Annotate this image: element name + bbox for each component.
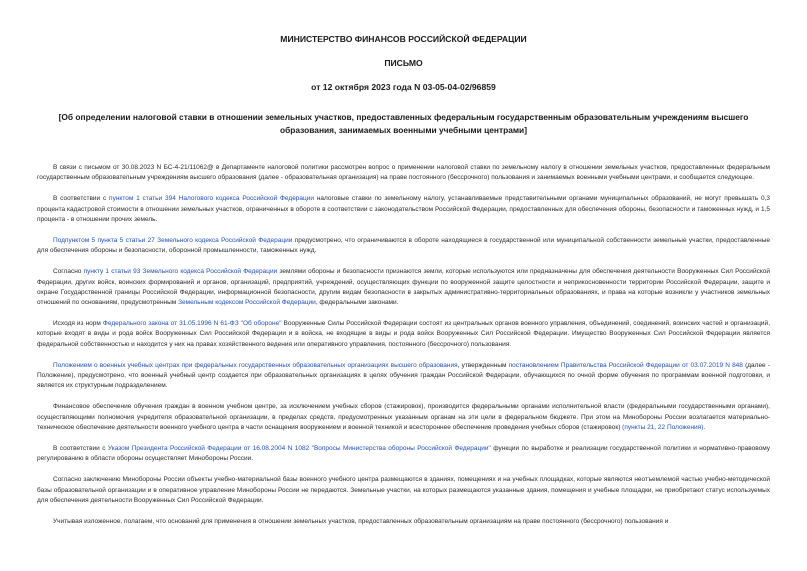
paragraph-6 xyxy=(37,361,770,392)
paragraph-text: Исходя из норм xyxy=(53,320,103,328)
paragraph-text: (далее - Положение), предусмотрено, что военный учебный центр создается при образовательных организациях в целях обучения граждан Российской Федерации, обучающихся по очной форме обучения по программам военной подготовки, и является их структурным подразделением. xyxy=(37,361,770,390)
link-defense-law[interactable]: Федерального закона от 31.05.1996 N 61-ФЗ "Об обороне" xyxy=(102,320,282,328)
link-military-centers-regulation[interactable]: Положением о военных учебных центрах при федеральных государственных образовательных организациях высшего образования xyxy=(53,361,458,369)
paragraph-10 xyxy=(37,517,770,527)
paragraph-5 xyxy=(37,319,770,350)
paragraph-text: функции по выработке и реализации государственной политики и нормативно-правовому регулированию в области обороны осуществляет Минобороны России. xyxy=(37,445,770,463)
ministry-heading: МИНИСТЕРСТВО ФИНАНСОВ РОССИЙСКОЙ ФЕДЕРАЦИИ xyxy=(280,34,527,44)
paragraph-text: В соответствии с xyxy=(53,445,108,453)
paragraph-1 xyxy=(37,163,770,183)
document-subject: [Об определении налоговой ставки в отношении земельных участков, предоставленных федеральным государственным образовательным учреждениям высшего образования, занимаемых военными учебными центрами] xyxy=(58,112,749,135)
paragraph-text: землями обороны и безопасности признаются земли, которые используются или предназначены для обеспечения деятельности Вооруженных Сил Российской Федерации, других войск, воинских формирований и органов, организаций, предприятий, учреждений, осуществляющих функции по вооруженной защите целостности и неприкосновенности территории Российской Федерации, защите и охране Государственной границы Российской Федерации, информационной безопасности, другим видам безопасности в закрытых административно-территориальных образованиях, и права на которые возникли у участников земельных отношений по основаниям, предусмотренным xyxy=(37,268,770,307)
paragraph-9 xyxy=(37,475,770,506)
paragraph-text: Согласно xyxy=(53,268,84,276)
paragraph-3 xyxy=(37,236,770,256)
link-tax-code-art-394[interactable]: пунктом 1 статьи 394 Налогового кодекса Российской Федерации xyxy=(109,195,315,203)
link-government-resolution-848[interactable]: постановлением Правительства Российской Федерации от 03.07.2019 N 848 xyxy=(508,361,743,369)
paragraph-text: . xyxy=(703,423,706,431)
paragraph-text: , федеральными законами. xyxy=(315,299,399,307)
paragraph-text: В связи с письмом от 30.08.2023 N БС-4-21/11062@ в Департаменте налоговой политики рассмотрен вопрос о применении налоговой ставки по земельному налогу в отношении земельных участков, предоставленных федеральным государственным образовательным учреждениям высшего образования (далее - образовательная организация) на праве постоянного (бессрочного) пользования и занимаемых военными учебными центрами, и сообщается следующее. xyxy=(37,164,770,182)
paragraph-text: Согласно заключению Минобороны России объекты учебно-материальной базы военного учебного центра размещаются в зданиях, помещениях и на учебных площадках, которые являются неотъемлемой частью учебно-методической базы образовательной организации и в оперативное управление Минобороны России не передаются. Земельные участки, на которых размещаются указанные здания, помещения и учебные площадки, не приобретают статус используемых для обеспечения деятельности Вооруженных Сил Российской Федерации. xyxy=(37,476,770,504)
paragraph-text: В соответствии с xyxy=(53,195,110,203)
link-land-code[interactable]: Земельным кодексом Российской Федерации xyxy=(178,299,316,307)
paragraph-2 xyxy=(37,194,770,225)
document-type: ПИСЬМО xyxy=(384,58,423,68)
paragraph-text: Вооруженные Силы Российской Федерации состоят из центральных органов военного управления, объединений, соединений, воинских частей и организаций, которые входят в виды и рода войск Вооруженных Сил Российской Федерации и в войска, не входящие в виды и рода войск Вооруженных Сил Российской Федерации. Имущество Вооруженных Сил Российской Федерации является федеральной собственностью и находится у них на правах хозяйственного ведения или оперативного управления, постоянного (бессрочного) пользования. xyxy=(37,320,770,348)
paragraph-text: Финансовое обеспечение обучения граждан в военном учебном центре, за исключением учебных сборов (стажировок), производится федеральными органами исполнительной власти (федеральными государственными органами), осуществляющими полномочия учредителя образовательной организации, в пределах средств, предусмотренных указанным органам на эти цели в федеральном бюджете. При этом на Минобороны России возлагается материально-техническое обеспечение деятельности военного учебного центра в части оснащения вооружением и военной техникой и всестороннее обеспечение проведения учебных сборов (стажировок) xyxy=(37,403,770,431)
paragraph-text: Учитывая изложенное, полагаем, что оснований для применения в отношении земельных участков, предоставленных образовательным организациям на праве постоянного (бессрочного) пользования и xyxy=(53,518,669,526)
paragraph-8 xyxy=(37,444,770,464)
link-presidential-decree-1082[interactable]: Указом Президента Российской Федерации от 16.08.2004 N 1082 "Вопросы Министерства обороны Российской Федерации" xyxy=(107,445,491,453)
document-body xyxy=(37,163,770,527)
document-date-number: от 12 октября 2023 года N 03-05-04-02/96859 xyxy=(311,82,496,92)
paragraph-4 xyxy=(37,267,770,308)
paragraph-7 xyxy=(37,402,770,433)
paragraph-text: предусмотрено, что ограничиваются в обороте находящиеся в государственной или муниципальной собственности земельные участки, предоставленные для обеспечения обороны и безопасности, оборонной промышленности, таможенных нужд. xyxy=(37,237,770,255)
paragraph-text: , утвержденным xyxy=(457,361,509,369)
link-land-code-art-93[interactable]: пункту 1 статьи 93 Земельного кодекса Российской Федерации xyxy=(83,268,278,276)
link-regulation-items-21-22[interactable]: (пункты 21, 22 Положения) xyxy=(622,423,704,431)
paragraph-text: налоговые ставки по земельному налогу, устанавливаемые представительными органами муниципальных образований, не могут превышать 0,3 процента кадастровой стоимости в отношении земельных участков, ограниченных в обороте в соответствии с законодательством Российской Федерации, предоставленных для обеспечения обороны, безопасности и таможенных нужд, и 1,5 процента - в отношении прочих земель. xyxy=(37,195,770,223)
link-land-code-art-27[interactable]: Подпунктом 5 пункта 5 статьи 27 Земельного кодекса Российской Федерации xyxy=(53,237,293,245)
